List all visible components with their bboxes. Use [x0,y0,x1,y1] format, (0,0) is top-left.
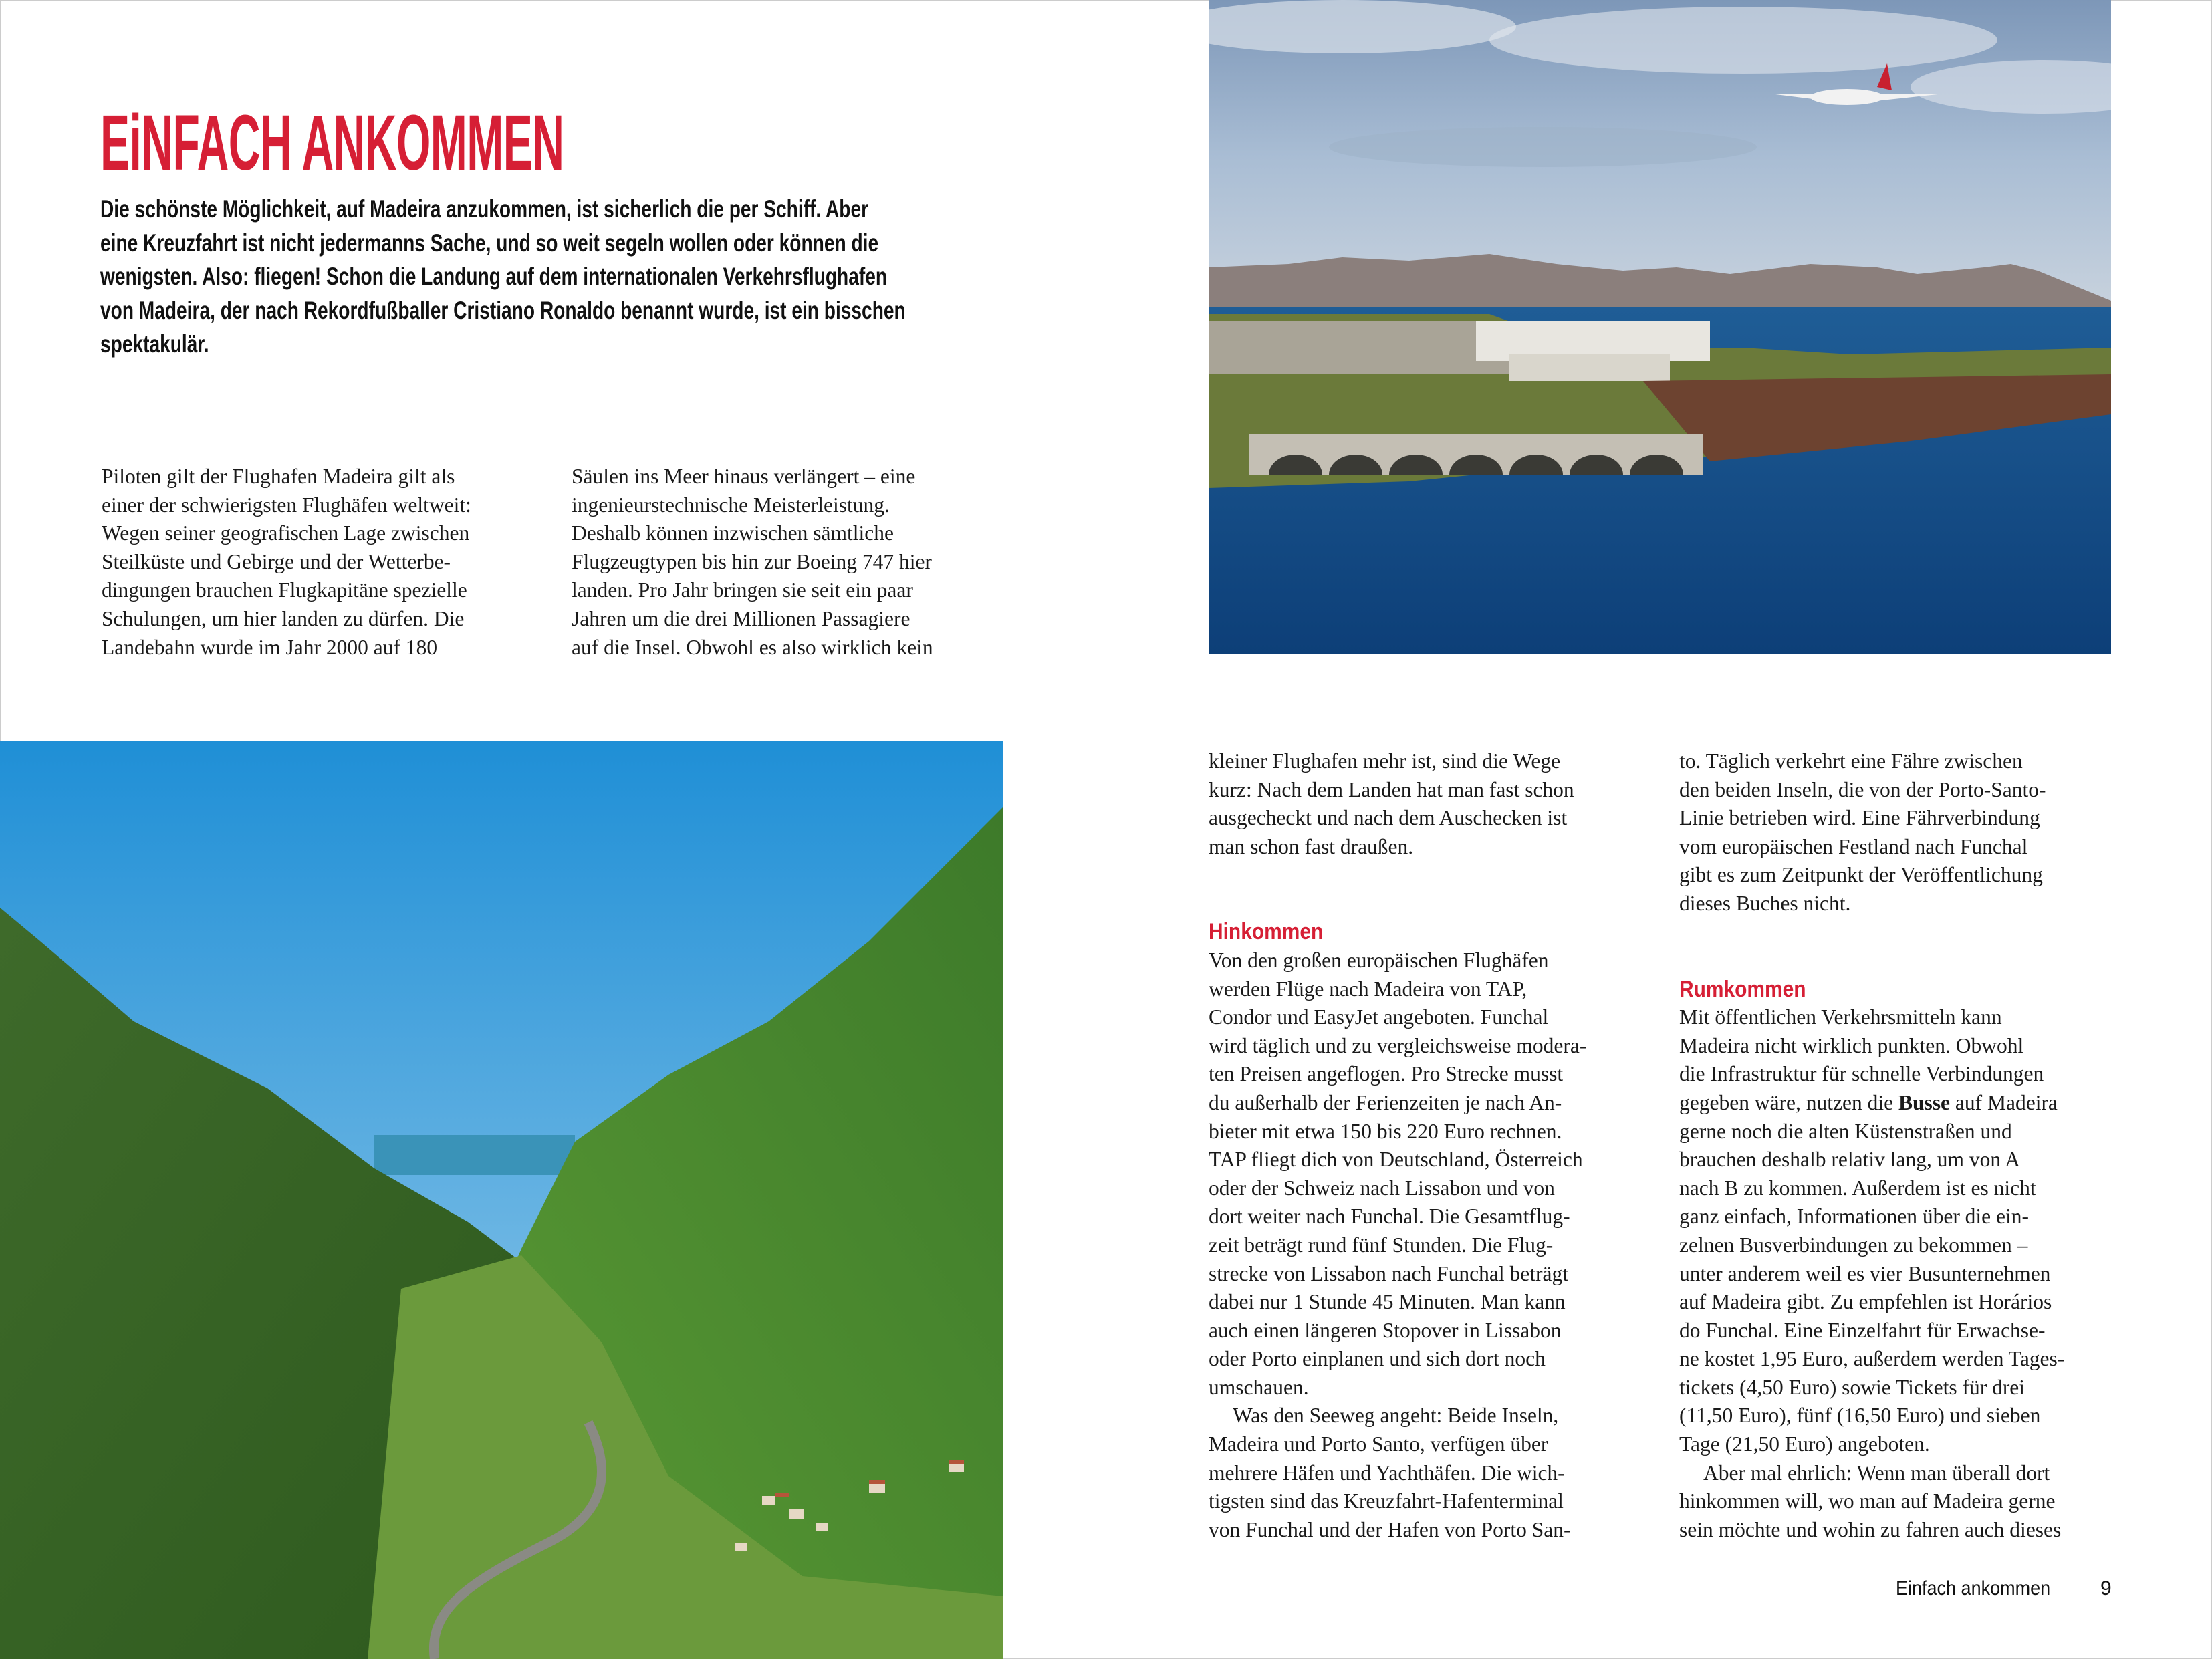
intro-line: wenigsten. Also: fliegen! Schon die Landung auf dem internationalen Verkehrsflughafen [100,263,888,291]
text-line: sein möchte und wohin zu fahren auch dieses [1679,1517,2062,1541]
body-column-2 [572,463,933,662]
text-line: einer der schwierigsten Flughäfen weltweit: [102,493,471,517]
text-line: Wegen seiner geografischen Lage zwischen [102,521,470,545]
text-line: auf die Insel. Obwohl es also wirklich kein [572,635,933,659]
body-column-1 [102,463,471,662]
text-line: Madeira nicht wirklich punkten. Obwohl [1679,1033,2024,1057]
text-line: Linie betrieben wird. Eine Fährverbindung [1679,806,2040,830]
section-heading-rumkommen: Rumkommen [1679,976,1806,1002]
text-line: to. Täglich verkehrt eine Fähre zwischen [1679,749,2023,773]
text-line: bieter mit etwa 150 bis 220 Euro rechnen. [1209,1119,1562,1143]
text-line: unter anderem weil es vier Busunternehmen [1679,1261,2051,1285]
text-line: werden Flüge nach Madeira von TAP, [1209,977,1527,1001]
text-line: ganz einfach, Informationen über die ein- [1679,1204,2030,1229]
text-line: oder Porto einplanen und sich dort noch [1209,1347,1546,1371]
text-line: Condor und EasyJet angeboten. Funchal [1209,1005,1549,1029]
text-line: ausgecheckt und nach dem Auschecken ist [1209,806,1568,830]
text-line: (11,50 Euro), fünf (16,50 Euro) und sieben [1679,1404,2041,1428]
text-line: auch einen längeren Stopover in Lissabon [1209,1318,1562,1342]
hinkommen-text [1209,946,1586,1544]
text-line: tickets (4,50 Euro) sowie Tickets für drei [1679,1375,2025,1399]
text-line: den beiden Inseln, die von der Porto-Santo- [1679,777,2046,801]
text-line: wird täglich und zu vergleichsweise modera- [1209,1033,1587,1057]
text-line: Was den Seeweg angeht: Beide Inseln, [1233,1404,1559,1428]
text-line: dort weiter nach Funchal. Die Gesamtflug- [1209,1204,1570,1229]
text-line: Aber mal ehrlich: Wenn man überall dort [1703,1460,2050,1485]
text-line: Tage (21,50 Euro) angeboten. [1679,1432,1930,1456]
text-line: Madeira und Porto Santo, verfügen über [1209,1432,1548,1456]
column-4-intro [1679,747,2064,918]
text-line: brauchen deshalb relativ lang, um von A [1679,1148,2020,1172]
intro-line: Die schönste Möglichkeit, auf Madeira anzukommen, ist sicherlich die per Schiff. Aber [100,195,869,223]
page-title: EiNFACH ANKOMMEN [100,99,564,187]
text-line: landen. Pro Jahr bringen sie seit ein paar [572,578,913,602]
text-line: Schulungen, um hier landen zu dürfen. Die [102,606,465,630]
text-line: Mit öffentlichen Verkehrsmitteln kann [1679,1005,2002,1029]
text-line: strecke von Lissabon nach Funchal beträgt [1209,1261,1568,1285]
text-line: gibt es zum Zeitpunkt der Veröffentlichung [1679,863,2043,887]
rumkommen-text [1679,1003,2064,1544]
text-line: ingenieurstechnische Meisterleistung. [572,493,890,517]
footer-section-title: Einfach ankommen [1896,1577,2051,1600]
rumkommen-rest [1679,1118,2064,1545]
body-column-3 [1209,747,1586,1544]
bold-term-busse: Busse [1898,1090,1950,1114]
text-line: kurz: Nach dem Landen hat man fast schon [1209,777,1574,801]
valley-photo [0,741,1003,1659]
text-line: Piloten gilt der Flughafen Madeira gilt als [102,465,455,488]
text-span: gegeben wäre, nutzen die [1679,1090,1898,1114]
text-line: Säulen ins Meer hinaus verlängert – eine [572,465,916,488]
section-heading-hinkommen: Hinkommen [1209,919,1324,945]
text-span: auf Madeira [1950,1090,2058,1114]
text-line: von Funchal und der Hafen von Porto San- [1209,1517,1571,1541]
text-line: auf Madeira gibt. Zu empfehlen ist Horários [1679,1290,2052,1314]
text-line: Von den großen europäischen Flughäfen [1209,948,1549,972]
body-column-4 [1679,747,2064,1544]
text-line: ten Preisen angeflogen. Pro Strecke musst [1209,1062,1564,1086]
intro-line: spektakulär. [100,330,209,358]
airport-photo [1209,0,2111,654]
text-line: hinkommen will, wo man auf Madeira gerne [1679,1489,2056,1513]
text-line: Flugzeugtypen bis hin zur Boeing 747 hier [572,549,932,573]
text-line [1679,1089,2064,1118]
text-line: dieses Buches nicht. [1679,891,1851,915]
text-line: dabei nur 1 Stunde 45 Minuten. Man kann [1209,1290,1566,1314]
column-3-intro [1209,747,1586,861]
text-line: do Funchal. Eine Einzelfahrt für Erwachse- [1679,1318,2046,1342]
text-line: mehrere Häfen und Yachthäfen. Die wich- [1209,1460,1565,1485]
text-line: nach B zu kommen. Außerdem ist es nicht [1679,1176,2036,1200]
text-line: Deshalb können inzwischen sämtliche [572,521,894,545]
text-line: dingungen brauchen Flugkapitäne spezielle [102,578,467,602]
intro-paragraph [100,193,1160,362]
text-line: Steilküste und Gebirge und der Wetterbe- [102,549,451,573]
text-line: die Infrastruktur für schnelle Verbindungen [1679,1062,2044,1086]
intro-line: eine Kreuzfahrt ist nicht jedermanns Sache, und so weit segeln wollen oder können die [100,229,879,257]
text-line: Jahren um die drei Millionen Passagiere [572,606,910,630]
text-line: Landebahn wurde im Jahr 2000 auf 180 [102,635,438,659]
intro-line: von Madeira, der nach Rekordfußballer Cristiano Ronaldo benannt wurde, ist ein bisschen [100,296,906,324]
text-line: man schon fast draußen. [1209,834,1414,858]
text-line: umschauen. [1209,1375,1309,1399]
text-line: oder der Schweiz nach Lissabon und von [1209,1176,1555,1200]
text-line: du außerhalb der Ferienzeiten je nach An- [1209,1090,1562,1114]
text-line: zeit beträgt rund fünf Stunden. Die Flug- [1209,1233,1554,1257]
text-line: ne kostet 1,95 Euro, außerdem werden Tages- [1679,1347,2065,1371]
text-line: zelnen Busverbindungen zu bekommen – [1679,1233,2028,1257]
text-line: gerne noch die alten Küstenstraßen und [1679,1119,2012,1143]
text-line: TAP fliegt dich von Deutschland, Österreich [1209,1148,1583,1172]
text-line: tigsten sind das Kreuzfahrt-Hafenterminal [1209,1489,1564,1513]
page-number: 9 [2100,1577,2112,1600]
text-line: kleiner Flughafen mehr ist, sind die Wege [1209,749,1561,773]
text-line: vom europäischen Festland nach Funchal [1679,834,2028,858]
